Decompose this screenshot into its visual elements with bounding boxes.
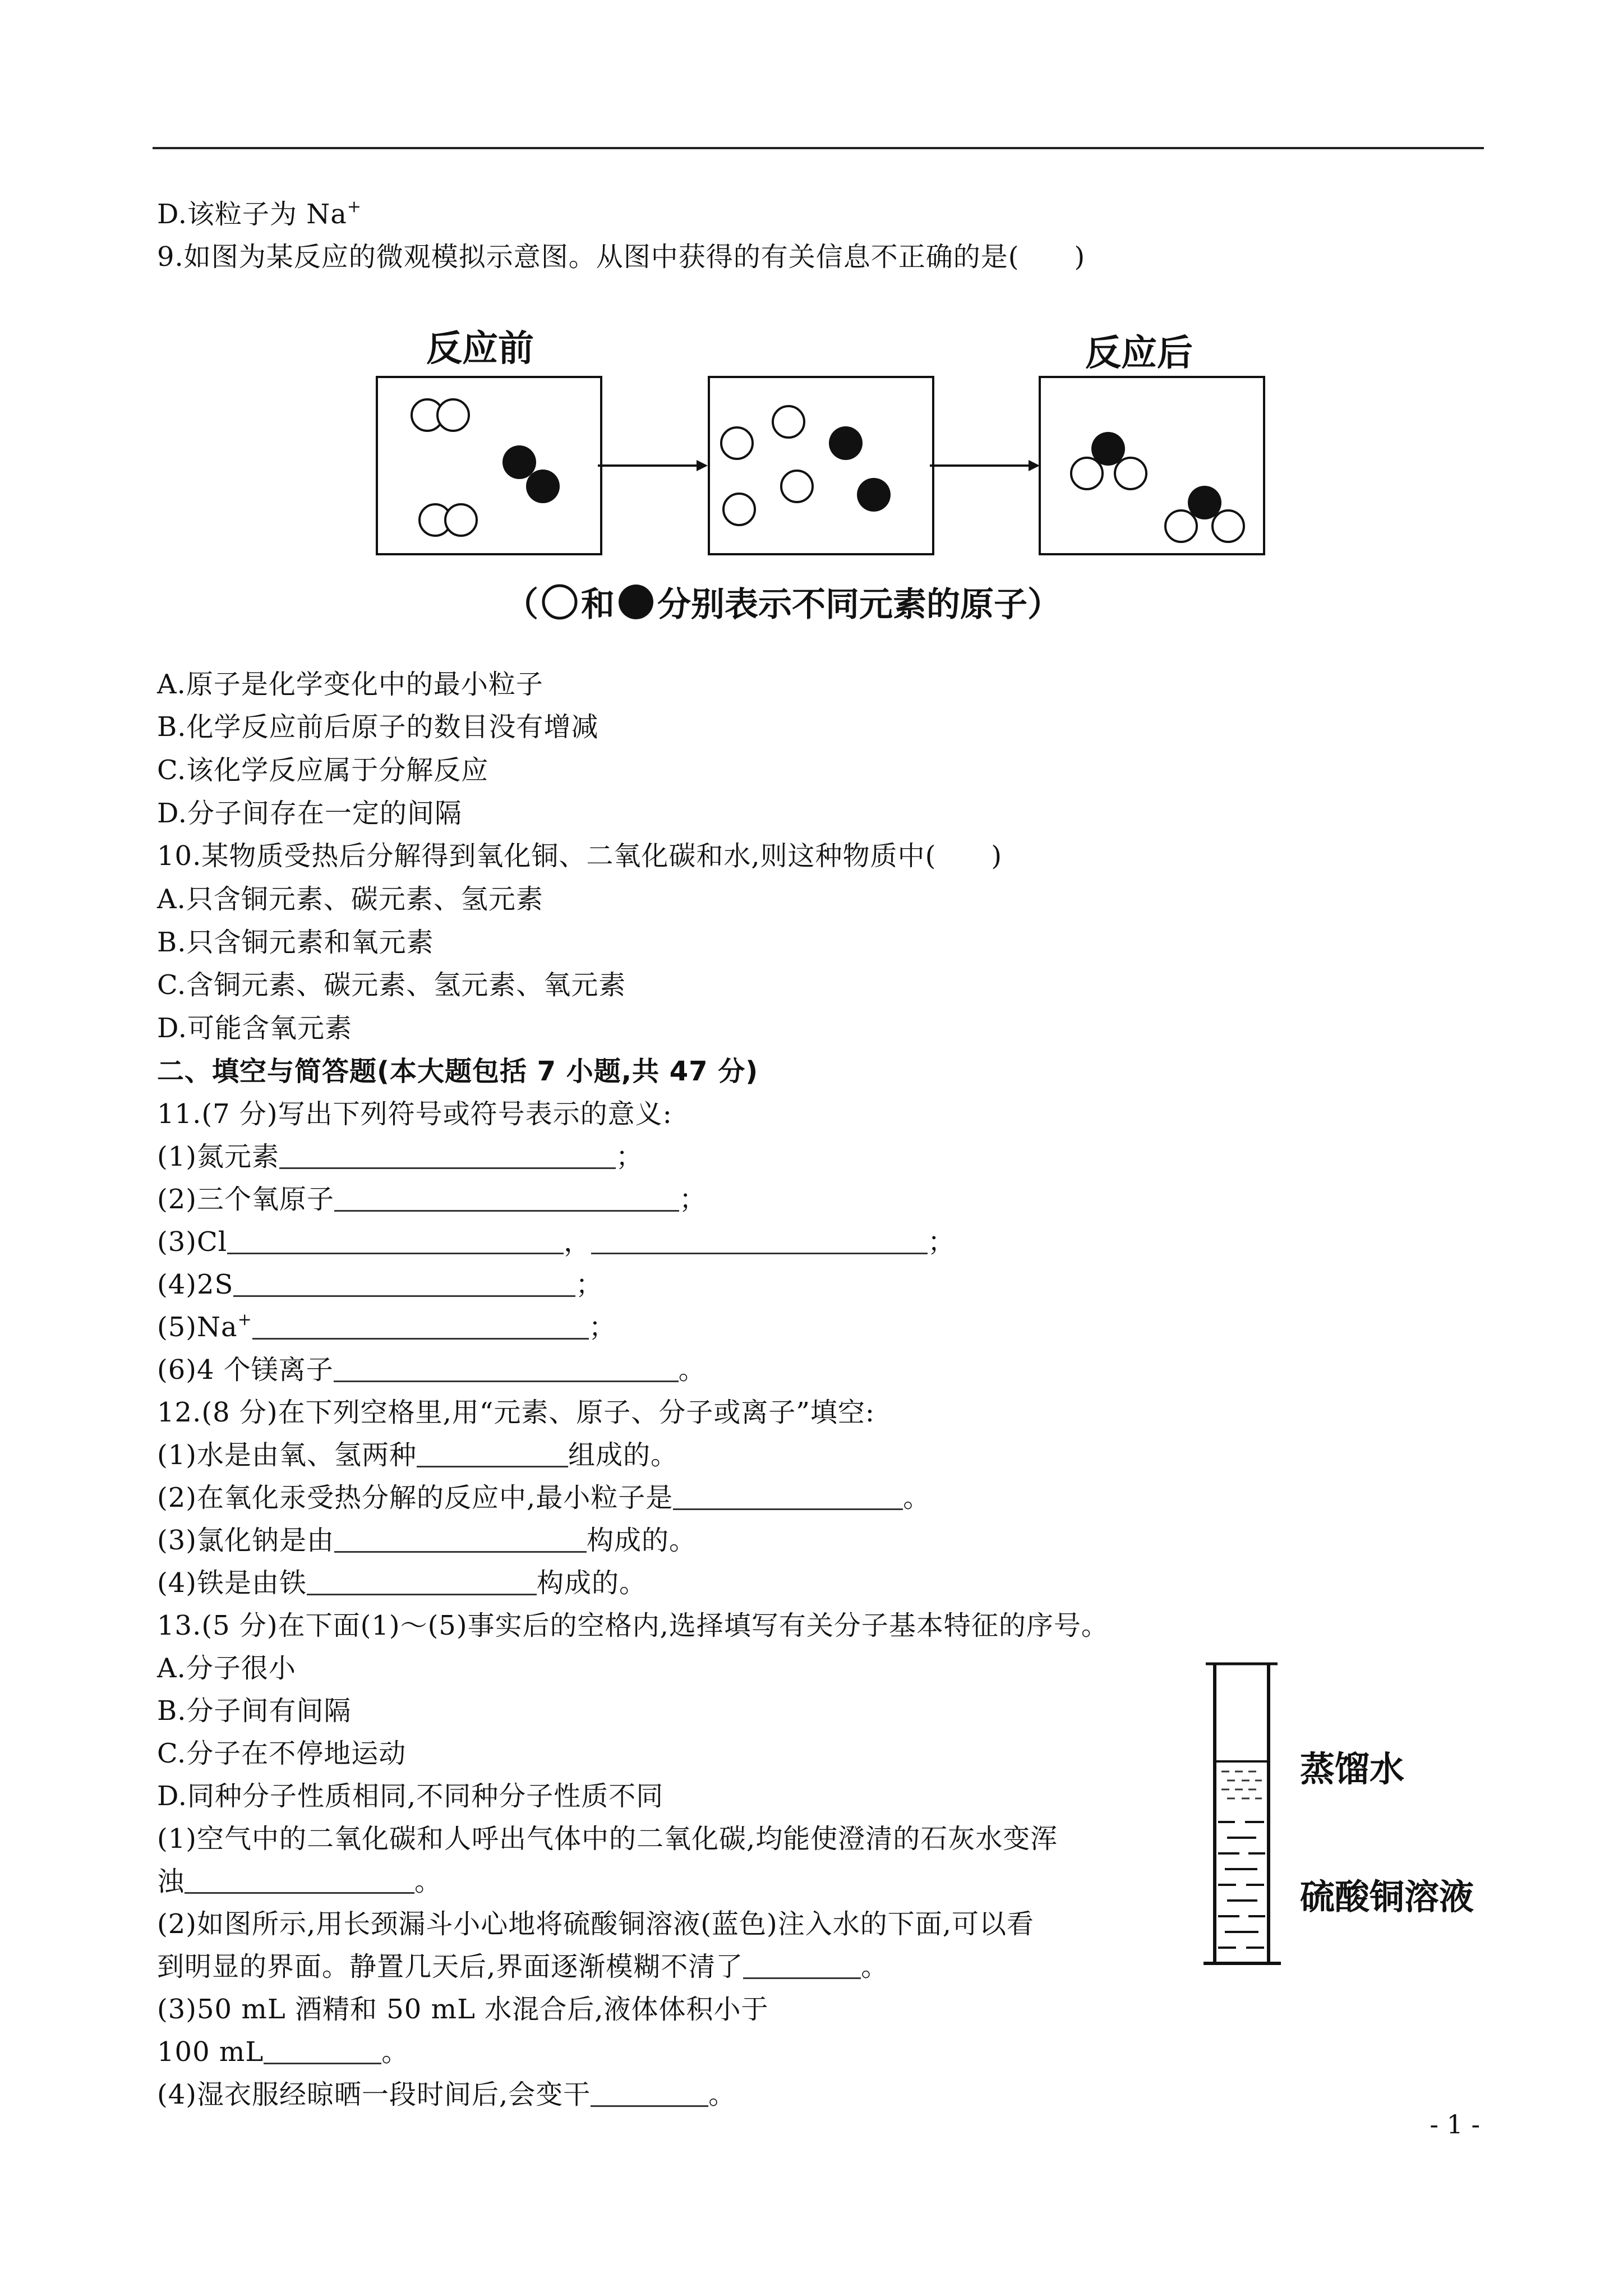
figure-after-title: 反应后 bbox=[1085, 333, 1193, 374]
arrow-2 bbox=[930, 454, 1042, 477]
q10-option-d: D.可能含氧元素 bbox=[157, 1013, 353, 1044]
q13-option-a: A.分子很小 bbox=[157, 1653, 296, 1684]
answer-blank[interactable] bbox=[743, 1953, 861, 1979]
q13-option-c: C.分子在不停地运动 bbox=[157, 1738, 407, 1769]
answer-blank[interactable] bbox=[673, 1484, 903, 1510]
q10-option-c: C.含铜元素、碳元素、氢元素、氧元素 bbox=[157, 969, 626, 1001]
figure-before-title: 反应前 bbox=[426, 328, 534, 370]
q11-item-5: (5)Na+ ； bbox=[157, 1310, 616, 1343]
answer-blank[interactable] bbox=[334, 1185, 679, 1212]
box-before bbox=[376, 376, 602, 555]
white-atom-icon bbox=[538, 582, 581, 622]
q9-option-d: D.分子间存在一定的间隔 bbox=[157, 798, 463, 829]
q13-item-1-line1: (1)空气中的二氧化碳和人呼出气体中的二氧化碳,均能使澄清的石灰水变浑 bbox=[157, 1823, 1058, 1855]
box-middle bbox=[708, 376, 934, 555]
q10-option-a: A.只含铜元素、碳元素、氢元素 bbox=[157, 884, 543, 915]
q11-item-2: (2)三个氧原子 ； bbox=[157, 1184, 707, 1215]
question-9: 9.如图为某反应的微观模拟示意图。从图中获得的有关信息不正确的是( ) bbox=[157, 241, 1086, 273]
molecules-before bbox=[378, 378, 600, 553]
answer-blank[interactable] bbox=[252, 1313, 589, 1340]
option-d-prev: D.该粒子为 Na+ bbox=[157, 197, 362, 230]
atoms-middle bbox=[710, 378, 932, 553]
q11-item-3: (3)Cl ， ； bbox=[157, 1226, 956, 1258]
molecules-after bbox=[1041, 378, 1263, 553]
label-distilled-water: 蒸馏水 bbox=[1300, 1749, 1405, 1789]
arrow-1 bbox=[598, 454, 710, 477]
page-number: - 1 - bbox=[1430, 2109, 1480, 2139]
label-copper-sulfate: 硫酸铜溶液 bbox=[1300, 1876, 1474, 1917]
black-atom-icon bbox=[615, 582, 657, 622]
figure-caption: （ 和 分别表示不同元素的原子） bbox=[505, 578, 1061, 626]
q13-item-4: (4)湿衣服经晾晒一段时间后,会变干 。 bbox=[157, 2079, 736, 2110]
answer-blank[interactable] bbox=[417, 1441, 568, 1467]
q12-item-1: (1)水是由氧、氢两种 组成的。 bbox=[157, 1439, 679, 1471]
q13-item-3-line1: (3)50 mL 酒精和 50 mL 水混合后,液体体积小于 bbox=[157, 1994, 769, 2025]
answer-blank[interactable] bbox=[334, 1356, 679, 1382]
q13-option-d: D.同种分子性质相同,不同种分子性质不同 bbox=[157, 1780, 664, 1812]
answer-blank[interactable] bbox=[264, 2038, 381, 2064]
answer-blank[interactable] bbox=[307, 1569, 537, 1595]
q9-option-a: A.原子是化学变化中的最小粒子 bbox=[157, 669, 543, 700]
q9-option-c: C.该化学反应属于分解反应 bbox=[157, 754, 489, 786]
question-11: 11.(7 分)写出下列符号或符号表示的意义: bbox=[157, 1098, 672, 1130]
q11-item-1: (1)氮元素 ； bbox=[157, 1141, 644, 1172]
box-after bbox=[1039, 376, 1265, 555]
graduated-cylinder bbox=[1195, 1660, 1295, 1975]
q12-item-2: (2)在氧化汞受热分解的反应中,最小粒子是 。 bbox=[157, 1482, 931, 1513]
q13-item-3-line2: 100 mL 。 bbox=[157, 2036, 409, 2068]
question-10: 10.某物质受热后分解得到氧化铜、二氧化碳和水,则这种物质中( ) bbox=[157, 840, 1003, 872]
question-12: 12.(8 分)在下列空格里,用“元素、原子、分子或离子”填空: bbox=[157, 1397, 875, 1428]
q13-item-2-line2: 到明显的界面。静置几天后,界面逐渐模糊不清了 。 bbox=[157, 1951, 889, 1982]
answer-blank[interactable] bbox=[227, 1228, 564, 1254]
q13-item-1-line2: 浊 。 bbox=[157, 1866, 442, 1897]
q12-item-4: (4)铁是由铁 构成的。 bbox=[157, 1567, 647, 1599]
header-rule bbox=[153, 147, 1484, 149]
answer-blank[interactable] bbox=[591, 1228, 928, 1254]
answer-blank[interactable] bbox=[591, 2081, 708, 2107]
question-13: 13.(5 分)在下面(1)～(5)事实后的空格内,选择填写有关分子基本特征的序号。 bbox=[157, 1610, 1109, 1641]
section-2-title: 二、填空与简答题(本大题包括 7 小题,共 47 分) bbox=[157, 1056, 759, 1087]
q13-option-b: B.分子间有间隔 bbox=[157, 1695, 352, 1727]
answer-blank[interactable] bbox=[334, 1526, 587, 1553]
q12-item-3: (3)氯化钠是由 构成的。 bbox=[157, 1525, 697, 1556]
answer-blank[interactable] bbox=[185, 1867, 414, 1894]
answer-blank[interactable] bbox=[279, 1143, 616, 1169]
q11-item-4: (4)2S ； bbox=[157, 1269, 603, 1300]
answer-blank[interactable] bbox=[233, 1271, 575, 1297]
q13-item-2-line1: (2)如图所示,用长颈漏斗小心地将硫酸铜溶液(蓝色)注入水的下面,可以看 bbox=[157, 1908, 1034, 1940]
q10-option-b: B.只含铜元素和氧元素 bbox=[157, 927, 434, 958]
q11-item-6: (6)4 个镁离子 。 bbox=[157, 1354, 706, 1386]
q9-option-b: B.化学反应前后原子的数目没有增减 bbox=[157, 711, 599, 743]
